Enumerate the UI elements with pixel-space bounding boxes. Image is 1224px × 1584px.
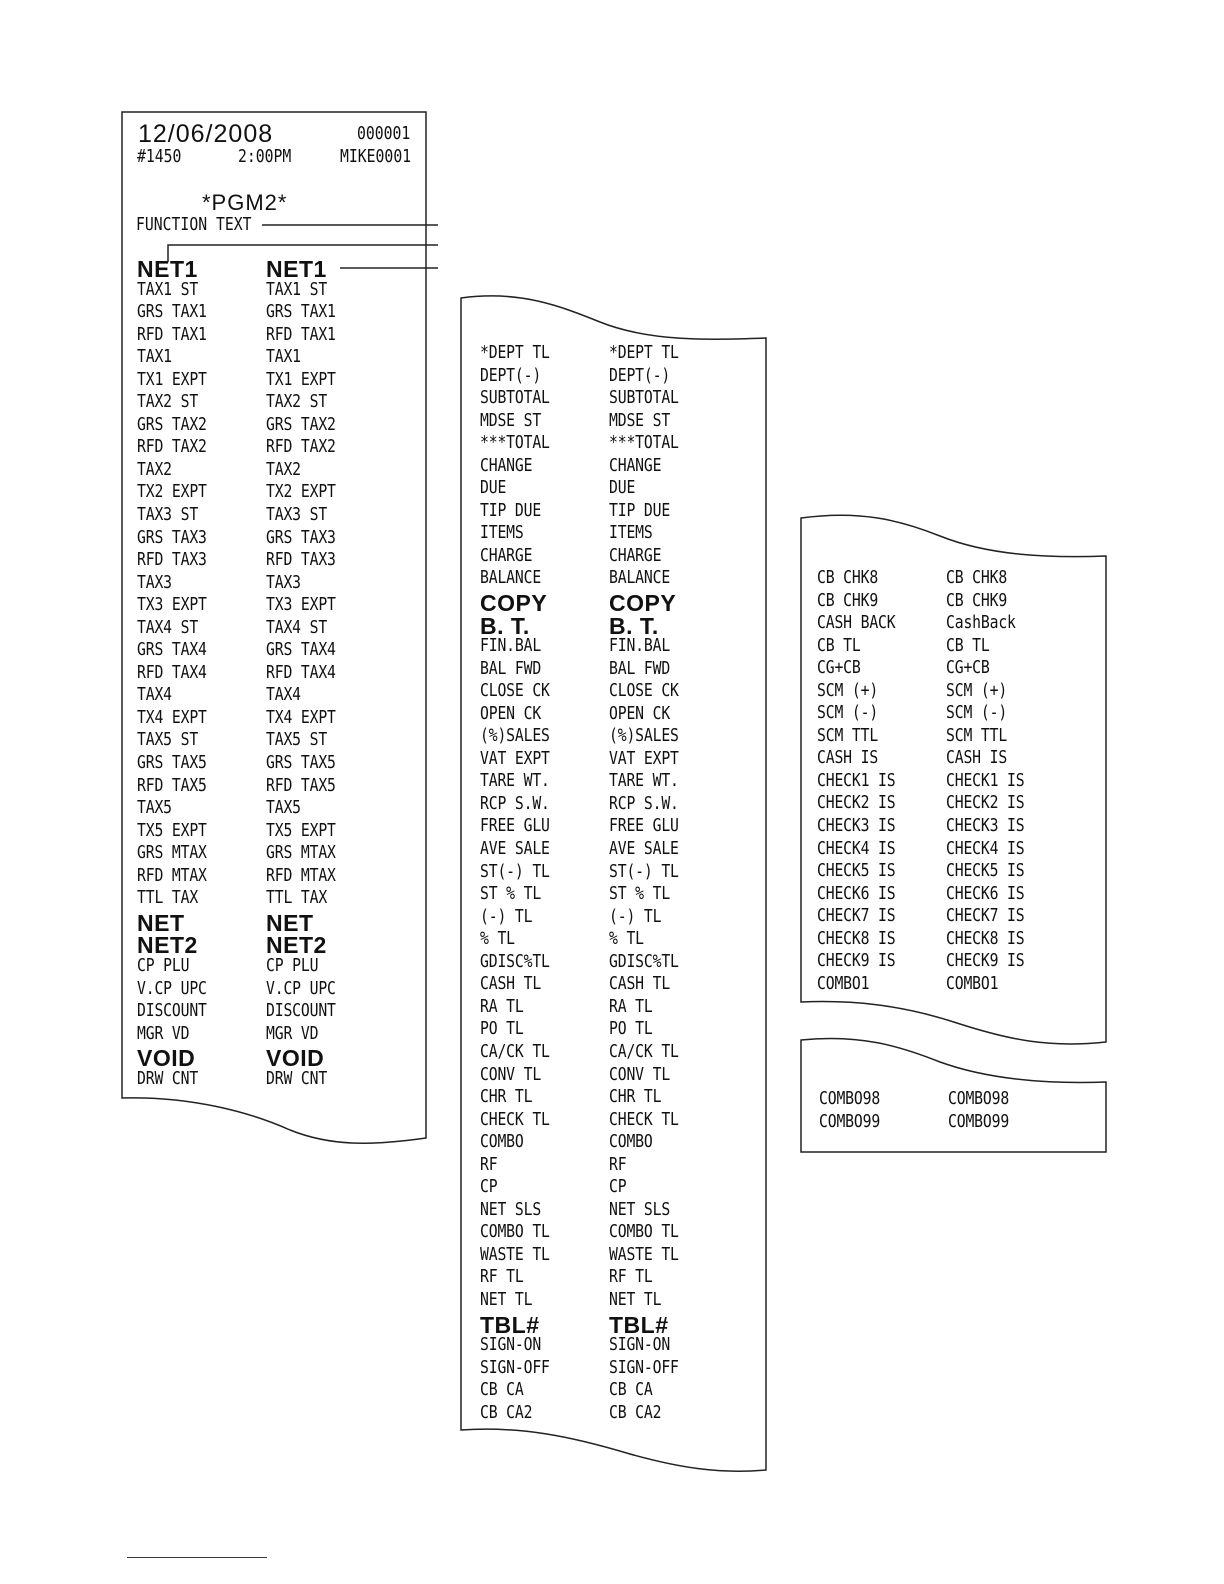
receipt1-label-programmed: RFD TAX1: [266, 323, 336, 345]
receipt1-label-default: RFD TAX3: [137, 549, 207, 571]
receipt2-label-default: DUE: [480, 477, 507, 499]
receipt2-label-default: SIGN-OFF: [480, 1356, 550, 1378]
receipt1-label-programmed: TX1 EXPT: [266, 368, 336, 390]
receipt2-label-default: CB CA: [480, 1379, 524, 1401]
receipt2-label-default: ITEMS: [480, 522, 524, 544]
receipt2-label-default: WASTE TL: [480, 1243, 550, 1265]
receipt-1-column-left: [137, 256, 222, 1090]
receipt2-label-programmed: PO TL: [609, 1018, 653, 1040]
receipt2-label-default: SUBTOTAL: [480, 387, 550, 409]
receipt1-label-programmed: CP PLU: [266, 954, 319, 976]
receipt2-label-default: RCP S.W.: [480, 792, 550, 814]
receipt1-label-default: TTL TAX: [137, 887, 199, 909]
receipt2-label-programmed: CA/CK TL: [609, 1040, 679, 1062]
receipt1-label-programmed: TX4 EXPT: [266, 706, 336, 728]
receipt1-label-programmed: TX2 EXPT: [266, 481, 336, 503]
receipt1-label-programmed: TAX5 ST: [266, 729, 328, 751]
receipt2-label-default: COMBO: [480, 1131, 524, 1153]
receipt1-label-programmed: TTL TAX: [266, 887, 328, 909]
receipt1-label-programmed: GRS MTAX: [266, 842, 336, 864]
receipt1-label-programmed: TAX4 ST: [266, 616, 328, 638]
receipt2-label-default: (%)SALES: [480, 725, 550, 747]
receipt2-label-default: SIGN-ON: [480, 1334, 542, 1356]
receipt1-label-programmed: TX3 EXPT: [266, 594, 336, 616]
receipt1-label-default: RFD TAX4: [137, 661, 207, 683]
receipt1-label-default: TX3 EXPT: [137, 594, 207, 616]
clerk-id: MIKE0001: [340, 146, 412, 167]
receipt2-label-programmed: WASTE TL: [609, 1243, 679, 1265]
receipt2-label-default: COMBO TL: [480, 1221, 550, 1243]
receipt1-label-default: TAX4 ST: [137, 616, 199, 638]
receipt1-label-default: TAX3: [137, 571, 172, 593]
receipt1-label-default: V.CP UPC: [137, 977, 207, 999]
receipt2-label-programmed: NET TL: [609, 1288, 662, 1310]
receipt3-label-programmed: CHECK7 IS: [946, 905, 1025, 927]
receipt2-label-programmed: RF TL: [609, 1266, 653, 1288]
receipt1-label-default: TX2 EXPT: [137, 481, 207, 503]
receipt2-label-default: COPY: [480, 590, 548, 617]
receipt1-label-default: GRS TAX3: [137, 526, 207, 548]
receipt2-label-programmed: CHR TL: [609, 1086, 662, 1108]
receipt3-label-default: CHECK6 IS: [817, 882, 896, 904]
receipt1-label-programmed: DISCOUNT: [266, 1000, 336, 1022]
receipt1-label-programmed: TAX5: [266, 797, 301, 819]
receipt1-label-programmed: TAX1 ST: [266, 278, 328, 300]
receipt2-label-programmed: RCP S.W.: [609, 792, 679, 814]
receipt1-label-default: GRS TAX5: [137, 752, 207, 774]
receipt-2-column-right: [609, 342, 694, 1424]
receipt3-label-default: CHECK2 IS: [817, 792, 896, 814]
receipt2-label-programmed: OPEN CK: [609, 702, 671, 724]
receipt2-label-default: (-) TL: [480, 905, 533, 927]
receipt1-label-programmed: NET2: [266, 932, 327, 959]
receipt3-label-default: CHECK4 IS: [817, 837, 896, 859]
receipt3-label-default: CHECK8 IS: [817, 927, 896, 949]
receipt2-label-default: RF: [480, 1153, 498, 1175]
receipt3-label-programmed: SCM (+): [946, 679, 1008, 701]
receipt2-label-programmed: CHARGE: [609, 544, 662, 566]
receipt1-label-default: NET1: [137, 256, 198, 282]
receipt-time: 2:00PM: [238, 146, 292, 167]
receipt4-label-programmed: COMBO98: [948, 1088, 1010, 1109]
receipt1-label-default: TX4 EXPT: [137, 706, 207, 728]
receipt2-label-default: NET SLS: [480, 1198, 542, 1220]
receipt1-label-default: DISCOUNT: [137, 1000, 207, 1022]
receipt3-label-default: CHECK9 IS: [817, 950, 896, 972]
receipt1-label-default: GRS MTAX: [137, 842, 207, 864]
receipt2-label-programmed: FIN.BAL: [609, 635, 671, 657]
receipt2-label-default: TBL#: [480, 1311, 540, 1338]
receipt1-label-default: RFD TAX2: [137, 436, 207, 458]
receipt3-label-programmed: CB CHK8: [946, 567, 1008, 588]
receipt1-label-programmed: NET1: [266, 256, 327, 282]
receipt3-label-default: SCM (+): [817, 679, 879, 701]
receipt3-label-programmed: SCM (-): [946, 702, 1008, 724]
receipt1-label-default: TAX5 ST: [137, 729, 199, 751]
receipt1-label-programmed: NET: [266, 909, 314, 936]
receipt3-label-default: CB CHK9: [817, 589, 879, 611]
function-text-label: FUNCTION TEXT: [136, 214, 252, 235]
receipt1-label-programmed: GRS TAX1: [266, 301, 336, 323]
receipt2-label-programmed: COMBO: [609, 1131, 653, 1153]
receipt1-label-programmed: V.CP UPC: [266, 977, 336, 999]
receipt1-label-default: TAX4: [137, 684, 172, 706]
receipt1-label-default: TAX2 ST: [137, 391, 199, 413]
footer-rule: [127, 1557, 267, 1558]
receipt1-label-programmed: DRW CNT: [266, 1067, 328, 1089]
receipt3-label-programmed: CHECK3 IS: [946, 815, 1025, 837]
receipt3-label-default: CB CHK8: [817, 567, 879, 588]
receipt1-label-default: TAX2: [137, 458, 172, 480]
receipt2-label-default: CB CA2: [480, 1401, 533, 1423]
receipt-3-column-right: [946, 567, 1042, 995]
receipt1-label-default: RFD TAX1: [137, 323, 207, 345]
receipt2-label-default: % TL: [480, 928, 515, 950]
receipt3-label-default: SCM (-): [817, 702, 879, 724]
receipt3-label-programmed: CHECK9 IS: [946, 950, 1025, 972]
receipt1-label-default: RFD MTAX: [137, 864, 207, 886]
receipt2-label-default: TARE WT.: [480, 770, 550, 792]
receipt1-label-default: CP PLU: [137, 954, 190, 976]
receipt2-label-programmed: RA TL: [609, 995, 653, 1017]
receipt2-label-programmed: COPY: [609, 590, 677, 617]
receipt2-label-default: RA TL: [480, 995, 524, 1017]
receipt2-label-programmed: *DEPT TL: [609, 342, 679, 363]
receipt1-label-default: TAX3 ST: [137, 504, 199, 526]
program-title: *PGM2*: [202, 190, 288, 215]
receipt3-label-default: CASH IS: [817, 747, 879, 769]
receipt2-label-programmed: ***TOTAL: [609, 432, 679, 454]
receipt2-label-default: CHECK TL: [480, 1108, 550, 1130]
receipt1-label-programmed: TAX3 ST: [266, 504, 328, 526]
receipt3-label-programmed: CASH IS: [946, 747, 1008, 769]
receipt1-label-programmed: TX5 EXPT: [266, 819, 336, 841]
receipt2-label-default: DEPT(-): [480, 364, 542, 386]
receipt2-label-default: AVE SALE: [480, 838, 550, 860]
receipt2-label-default: ST(-) TL: [480, 860, 550, 882]
receipt3-label-programmed: CashBack: [946, 612, 1016, 634]
receipt-1-column-right: [266, 256, 351, 1090]
receipt3-label-programmed: CHECK6 IS: [946, 882, 1025, 904]
receipt1-label-programmed: RFD TAX2: [266, 436, 336, 458]
receipt2-label-default: PO TL: [480, 1018, 524, 1040]
receipt2-label-programmed: VAT EXPT: [609, 747, 679, 769]
receipt1-label-programmed: GRS TAX4: [266, 639, 336, 661]
receipt2-label-programmed: RF: [609, 1153, 627, 1175]
receipt1-label-programmed: RFD MTAX: [266, 864, 336, 886]
receipt1-label-default: VOID: [137, 1045, 196, 1072]
receipt1-label-programmed: RFD TAX4: [266, 661, 336, 683]
receipt2-label-default: ***TOTAL: [480, 432, 550, 454]
receipt2-label-default: CHR TL: [480, 1086, 533, 1108]
receipt2-label-default: MDSE ST: [480, 409, 542, 431]
receipt1-label-default: TX1 EXPT: [137, 368, 207, 390]
receipt1-label-programmed: TAX2 ST: [266, 391, 328, 413]
receipt2-label-programmed: CLOSE CK: [609, 680, 679, 702]
receipt2-label-programmed: ST(-) TL: [609, 860, 679, 882]
receipt1-label-default: GRS TAX1: [137, 301, 207, 323]
receipt2-label-programmed: COMBO TL: [609, 1221, 679, 1243]
receipt3-label-programmed: CB CHK9: [946, 589, 1008, 611]
receipt3-label-default: CASH BACK: [817, 612, 896, 634]
receipt3-label-programmed: SCM TTL: [946, 724, 1008, 746]
receipt3-label-programmed: CB TL: [946, 634, 990, 656]
receipt1-label-programmed: VOID: [266, 1045, 325, 1072]
receipt1-label-programmed: MGR VD: [266, 1022, 319, 1044]
receipt-date: 12/06/2008: [138, 120, 274, 148]
receipt1-label-default: RFD TAX5: [137, 774, 207, 796]
receipt2-label-default: CA/CK TL: [480, 1040, 550, 1062]
receipt2-label-programmed: ST % TL: [609, 883, 671, 905]
receipt2-label-programmed: SIGN-ON: [609, 1334, 671, 1356]
receipt2-label-programmed: CASH TL: [609, 973, 671, 995]
receipt4-label-default: COMBO99: [819, 1110, 881, 1132]
receipt3-label-programmed: COMBO1: [946, 972, 999, 994]
receipt-2-column-left: [480, 342, 565, 1424]
receipt1-label-programmed: RFD TAX3: [266, 549, 336, 571]
receipt1-label-programmed: GRS TAX3: [266, 526, 336, 548]
receipt3-label-programmed: CHECK5 IS: [946, 860, 1025, 882]
receipt1-label-programmed: TAX4: [266, 684, 301, 706]
receipt2-label-programmed: AVE SALE: [609, 838, 679, 860]
receipt1-label-default: NET2: [137, 932, 198, 959]
receipt2-label-default: CHARGE: [480, 544, 533, 566]
receipt2-label-default: TIP DUE: [480, 499, 542, 521]
receipt2-label-programmed: CHECK TL: [609, 1108, 679, 1130]
receipt1-label-default: TAX1 ST: [137, 278, 199, 300]
receipt2-label-programmed: ITEMS: [609, 522, 653, 544]
receipt1-label-default: GRS TAX2: [137, 413, 207, 435]
receipt2-label-programmed: (%)SALES: [609, 725, 679, 747]
receipt2-label-programmed: % TL: [609, 928, 644, 950]
receipt1-label-programmed: TAX1: [266, 346, 301, 368]
receipt2-label-default: *DEPT TL: [480, 342, 550, 363]
receipt1-label-programmed: TAX3: [266, 571, 301, 593]
receipt2-label-default: VAT EXPT: [480, 747, 550, 769]
receipt2-label-programmed: B. T.: [609, 612, 659, 639]
receipt2-label-programmed: MDSE ST: [609, 409, 671, 431]
receipt3-label-programmed: CG+CB: [946, 657, 990, 679]
receipt1-label-default: GRS TAX4: [137, 639, 207, 661]
receipt2-label-default: FIN.BAL: [480, 635, 542, 657]
receipt2-label-programmed: (-) TL: [609, 905, 662, 927]
receipt2-label-programmed: BAL FWD: [609, 657, 671, 679]
receipt2-label-default: BAL FWD: [480, 657, 542, 679]
receipt1-label-programmed: GRS TAX2: [266, 413, 336, 435]
receipt2-label-default: B. T.: [480, 612, 530, 639]
receipt-number: 000001: [357, 123, 411, 144]
receipt-3-column-left: [817, 567, 913, 995]
receipt-4-column-left: [819, 1088, 893, 1133]
receipt2-label-programmed: CP: [609, 1176, 627, 1198]
receipt1-label-default: NET: [137, 909, 185, 936]
store-number: #1450: [137, 146, 182, 167]
receipt3-label-programmed: CHECK2 IS: [946, 792, 1025, 814]
receipt2-label-programmed: BALANCE: [609, 567, 671, 589]
receipt2-label-default: CLOSE CK: [480, 680, 550, 702]
receipt2-label-programmed: SIGN-OFF: [609, 1356, 679, 1378]
receipt3-label-default: CG+CB: [817, 657, 861, 679]
receipt2-label-default: OPEN CK: [480, 702, 542, 724]
receipt3-label-default: COMBO1: [817, 972, 870, 994]
receipt-4-column-right: [948, 1088, 1022, 1133]
receipt1-label-programmed: TAX2: [266, 458, 301, 480]
receipt2-label-programmed: FREE GLU: [609, 815, 679, 837]
receipt2-label-default: CP: [480, 1176, 498, 1198]
receipt3-label-default: SCM TTL: [817, 724, 879, 746]
receipt3-label-default: CHECK3 IS: [817, 815, 896, 837]
receipt3-label-default: CB TL: [817, 634, 861, 656]
receipt2-label-default: CASH TL: [480, 973, 542, 995]
receipt3-label-programmed: CHECK8 IS: [946, 927, 1025, 949]
receipt2-label-programmed: TARE WT.: [609, 770, 679, 792]
receipt3-label-default: CHECK5 IS: [817, 860, 896, 882]
receipt4-label-default: COMBO98: [819, 1088, 881, 1109]
receipt3-label-default: CHECK7 IS: [817, 905, 896, 927]
receipt2-label-programmed: CONV TL: [609, 1063, 671, 1085]
receipt2-label-default: RF TL: [480, 1266, 524, 1288]
receipt1-label-programmed: GRS TAX5: [266, 752, 336, 774]
receipt4-label-programmed: COMBO99: [948, 1110, 1010, 1132]
receipt3-label-programmed: CHECK1 IS: [946, 769, 1025, 791]
receipt2-label-programmed: SUBTOTAL: [609, 387, 679, 409]
receipt2-label-default: NET TL: [480, 1288, 533, 1310]
receipt2-label-default: FREE GLU: [480, 815, 550, 837]
receipt2-label-default: ST % TL: [480, 883, 542, 905]
receipt2-label-programmed: NET SLS: [609, 1198, 671, 1220]
receipt2-label-programmed: TIP DUE: [609, 499, 671, 521]
receipt1-label-default: DRW CNT: [137, 1067, 199, 1089]
receipt2-label-programmed: CB CA2: [609, 1401, 662, 1423]
receipt2-label-programmed: DUE: [609, 477, 636, 499]
receipt1-label-programmed: RFD TAX5: [266, 774, 336, 796]
receipt2-label-default: BALANCE: [480, 567, 542, 589]
receipt1-label-default: TAX5: [137, 797, 172, 819]
receipt2-label-programmed: CHANGE: [609, 454, 662, 476]
receipt2-label-default: CONV TL: [480, 1063, 542, 1085]
receipt2-label-programmed: CB CA: [609, 1379, 653, 1401]
receipt2-label-default: CHANGE: [480, 454, 533, 476]
receipt2-label-programmed: DEPT(-): [609, 364, 671, 386]
receipt2-label-programmed: TBL#: [609, 1311, 669, 1338]
receipt1-label-default: MGR VD: [137, 1022, 190, 1044]
receipt1-label-default: TX5 EXPT: [137, 819, 207, 841]
receipt1-label-default: TAX1: [137, 346, 172, 368]
receipt3-label-programmed: CHECK4 IS: [946, 837, 1025, 859]
receipt2-label-default: GDISC%TL: [480, 950, 550, 972]
receipt3-label-default: CHECK1 IS: [817, 769, 896, 791]
receipt2-label-programmed: GDISC%TL: [609, 950, 679, 972]
